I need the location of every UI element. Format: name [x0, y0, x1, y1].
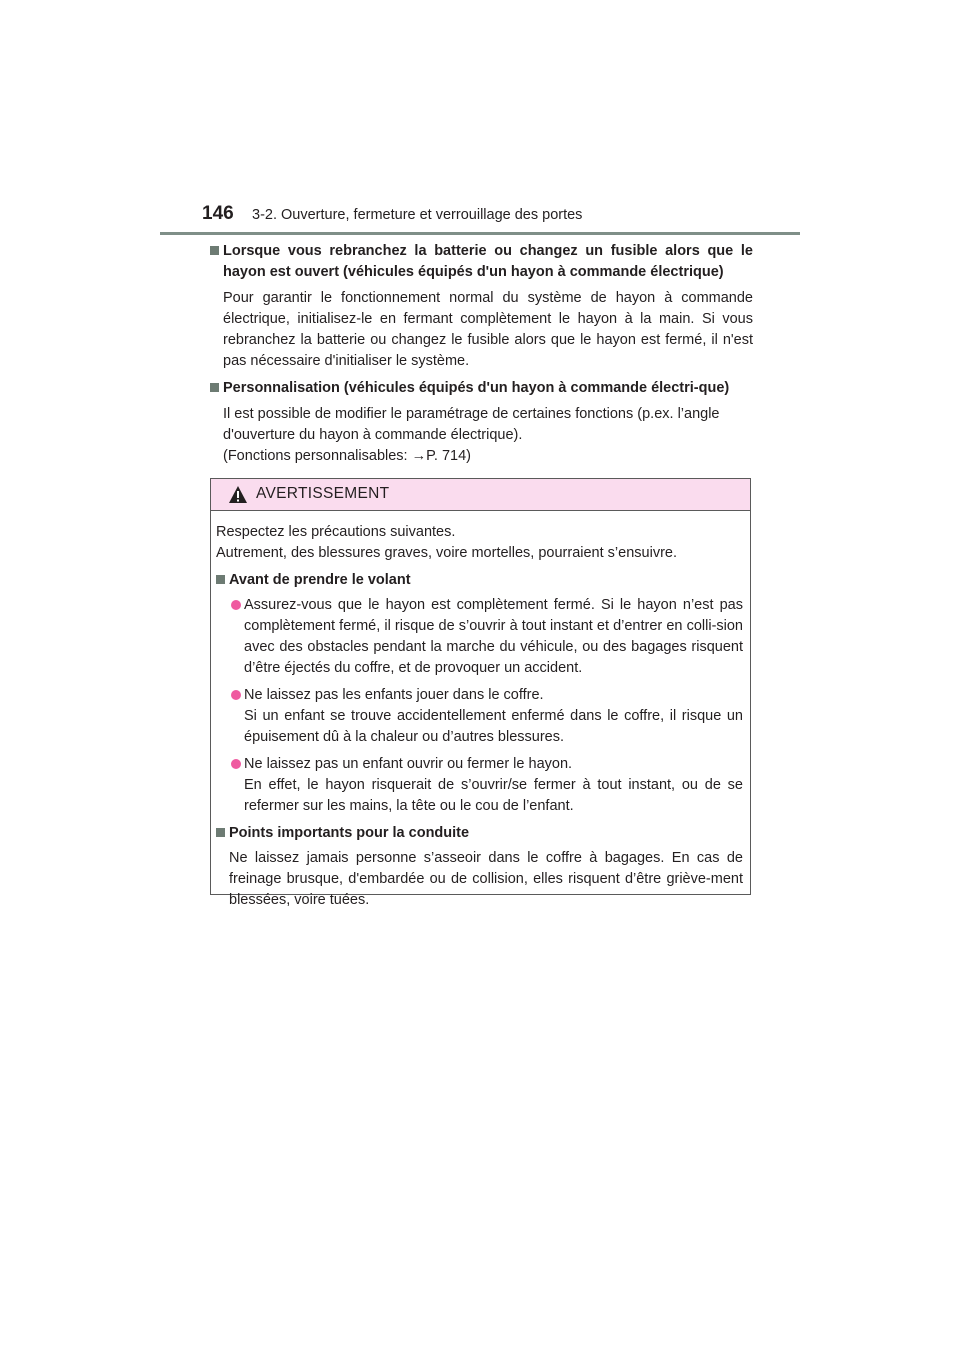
- chapter-title: 3-2. Ouverture, fermeture et verrouillage des portes: [252, 207, 583, 223]
- warning-triangle-icon: [228, 485, 248, 504]
- section-heading: [210, 378, 753, 399]
- section-body: [210, 404, 753, 467]
- section-body-line: Il est possible de modifier le paramétrage de certaines fonctions (p.ex. l’angle d'ouverture du hayon à commande électrique).: [223, 406, 720, 443]
- section-heading-text: Personnalisation (véhicules équipés d'un hayon à commande électri-que): [223, 380, 730, 396]
- square-bullet-icon: [210, 246, 219, 255]
- header-rule: [160, 232, 800, 235]
- bullet-item: [216, 595, 743, 679]
- main-content: [210, 241, 753, 473]
- section-body: Pour garantir le fonctionnement normal du système de hayon à commande électrique, initialisez-le en fermant complètement le hayon à la main. Si vous rebranchez la batterie ou changez le fusible alors que le hayon est fermé, il n'est pas nécessaire d'initialiser le système.: [223, 290, 753, 369]
- warning-intro: Autrement, des blessures graves, voire mortelles, pourraient s’ensuivre.: [216, 545, 677, 561]
- warning-intro: Respectez les précautions suivantes.: [216, 524, 456, 540]
- round-bullet-icon: [231, 690, 241, 700]
- bullet-text: Ne laissez pas les enfants jouer dans le coffre.: [244, 687, 544, 703]
- bullet-text: Ne laissez pas un enfant ouvrir ou fermer le hayon.: [244, 756, 573, 772]
- bullet-item: [216, 685, 743, 748]
- round-bullet-icon: [231, 600, 241, 610]
- warning-box: [210, 478, 751, 908]
- bullet-text: Assurez-vous que le hayon est complètement fermé. Si le hayon n’est pas complètement fermé, il risque de s’ouvrir à tout instant et d’entrer en colli-sion avec des obstacles pendant la marche du véhicule, ou des bagages risquent d’être éjectés du coffre, et de provoquer un accident.: [244, 597, 743, 676]
- warning-subsection-body: Ne laissez jamais personne s’asseoir dans le coffre à bagages. En cas de freinage brusque, d'embardée ou de collision, elles risquent d’être griève-ment blessées, voire tuées.: [229, 850, 743, 908]
- warning-subsection-heading-text: Avant de prendre le volant: [229, 572, 411, 588]
- round-bullet-icon: [231, 759, 241, 769]
- warning-content: [211, 511, 750, 911]
- page-number: 146: [202, 203, 234, 224]
- warning-header: [211, 479, 750, 511]
- warning-subsection-heading: [216, 570, 743, 591]
- section-heading-text: Lorsque vous rebranchez la batterie ou changez un fusible alors que le hayon est ouvert (véhicules équipés d'un hayon à commande électrique): [223, 243, 753, 280]
- square-bullet-icon: [216, 575, 225, 584]
- warning-subsection-heading-text: Points importants pour la conduite: [229, 825, 470, 841]
- cross-reference: (Fonctions personnalisables: →P. 714): [223, 448, 471, 464]
- warning-subsection-heading: [216, 823, 743, 844]
- section-heading: [210, 241, 753, 283]
- warning-title: AVERTISSEMENT: [256, 485, 390, 502]
- bullet-text: Si un enfant se trouve accidentellement enfermé dans le coffre, il risque un épuisement dû à la chaleur ou d’autres blessures.: [244, 708, 743, 745]
- bullet-item: [216, 754, 743, 817]
- bullet-text: En effet, le hayon risquerait de s’ouvrir/se fermer à tout instant, ou de se refermer sur les mains, la tête ou le cou de l’enfant.: [244, 777, 743, 814]
- square-bullet-icon: [216, 828, 225, 837]
- square-bullet-icon: [210, 383, 219, 392]
